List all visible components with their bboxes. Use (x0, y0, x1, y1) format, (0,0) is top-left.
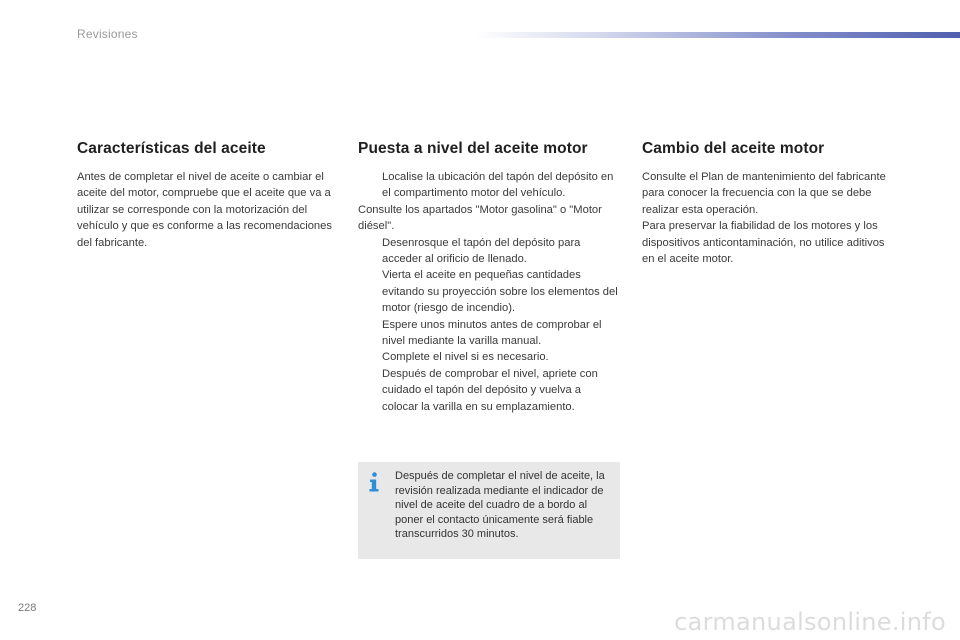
step-text: Vierta el aceite en pequeñas cantidades evitando su proyección sobre los elementos del motor (riesgo de incendio). (382, 269, 618, 315)
oil-level-step (358, 267, 620, 316)
info-icon (368, 472, 380, 492)
oil-level-note: Consulte los apartados "Motor gasolina" o "Motor diésel". (358, 203, 602, 233)
oil-change-title: Cambio del aceite motor (642, 140, 825, 157)
section-title: Revisiones (77, 27, 138, 41)
oil-characteristics-body: Antes de completar el nivel de aceite o cambiar el aceite del motor, compruebe que el aceite que va a utilizar se corresponde con la motorización del vehículo y que es conforme a las recomendaciones del fabricante. (77, 171, 332, 249)
oil-change-para: Consulte el Plan de mantenimiento del fabricante para conocer la frecuencia con la que se debe realizar esta operación. (642, 171, 886, 216)
header-gradient-bar (475, 32, 960, 38)
oil-level-step (358, 349, 620, 365)
oil-characteristics-section (77, 140, 339, 251)
step-text: Después de comprobar el nivel, apriete con cuidado el tapón del depósito y vuelva a colocar la varilla en su emplazamiento. (382, 367, 598, 413)
step-text: Localise la ubicación del tapón del depósito en el compartimento motor del vehículo. (382, 171, 614, 200)
oil-level-step (358, 169, 620, 202)
oil-change-para: Para preservar la fiabilidad de los motores y los dispositivos anticontaminación, no utilice aditivos en el aceite motor. (642, 220, 885, 266)
oil-level-title: Puesta a nivel del aceite motor (358, 140, 588, 157)
step-text: Desenrosque el tapón del depósito para acceder al orificio de llenado. (382, 236, 581, 266)
info-note-box (358, 462, 620, 559)
oil-level-section (358, 140, 620, 415)
oil-level-step (358, 366, 620, 415)
info-note-text: Después de completar el nivel de aceite, la revisión realizada mediante el indicador de nivel de aceite del cuadro de a bordo al poner el contacto únicamente será fiable transcurridos 30 minutos. (395, 470, 605, 541)
page-number: 228 (18, 602, 37, 614)
oil-characteristics-title: Características del aceite (77, 140, 266, 157)
step-text: Complete el nivel si es necesario. (382, 351, 549, 364)
step-text: Espere unos minutos antes de comprobar el nivel mediante la varilla manual. (382, 318, 602, 348)
oil-level-step (358, 235, 620, 268)
watermark: carmanualsonline.info (674, 608, 946, 636)
oil-change-section (642, 140, 892, 267)
oil-level-step (358, 317, 620, 350)
